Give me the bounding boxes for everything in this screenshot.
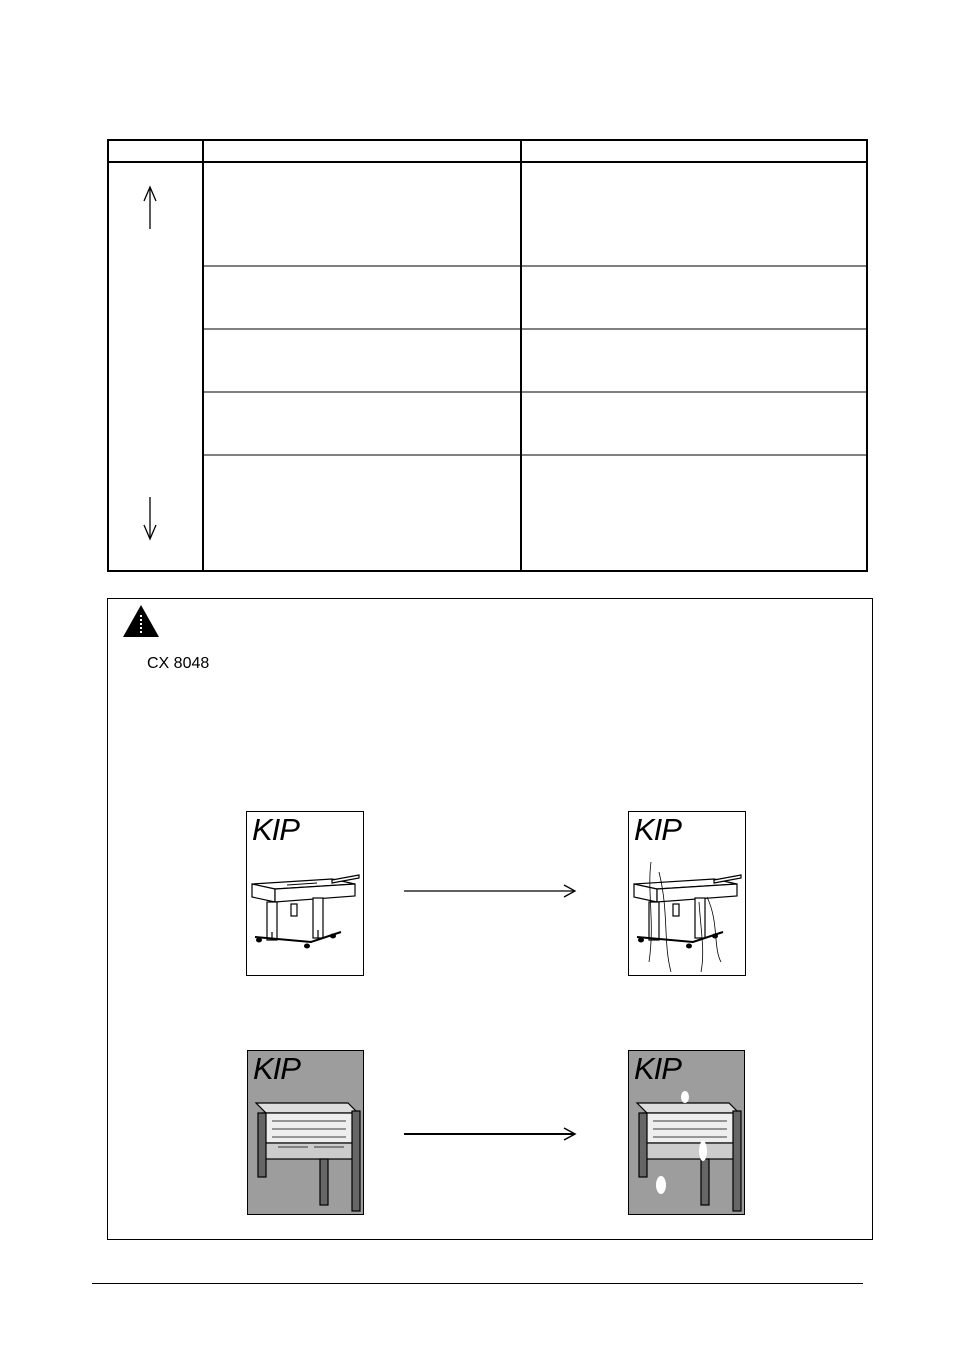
table-grid bbox=[107, 139, 868, 572]
arrow-right-icon bbox=[404, 1127, 580, 1141]
kip-logo: KIP bbox=[634, 812, 681, 847]
plotter-stand-dirty-drawing bbox=[629, 812, 746, 976]
printer-unit-dirty-drawing bbox=[629, 1051, 745, 1215]
soiled-machine-illustration bbox=[628, 811, 746, 976]
kip-logo: KIP bbox=[252, 812, 299, 847]
soiled-unit-illustration bbox=[628, 1050, 745, 1215]
clean-machine-illustration bbox=[246, 811, 364, 976]
arrow-up-icon bbox=[144, 187, 156, 229]
printer-unit-drawing bbox=[248, 1051, 364, 1215]
footer-rule bbox=[92, 1283, 863, 1284]
clean-unit-illustration bbox=[247, 1050, 364, 1215]
kip-logo: KIP bbox=[253, 1051, 300, 1086]
frequency-table bbox=[107, 139, 868, 572]
warning-triangle-icon bbox=[122, 603, 162, 639]
arrow-right-icon bbox=[404, 884, 580, 898]
arrow-down-icon bbox=[144, 497, 156, 539]
model-name: CX 8048 bbox=[147, 655, 210, 672]
plotter-stand-drawing bbox=[247, 812, 364, 976]
caution-box bbox=[107, 598, 873, 1240]
kip-logo: KIP bbox=[634, 1051, 681, 1086]
